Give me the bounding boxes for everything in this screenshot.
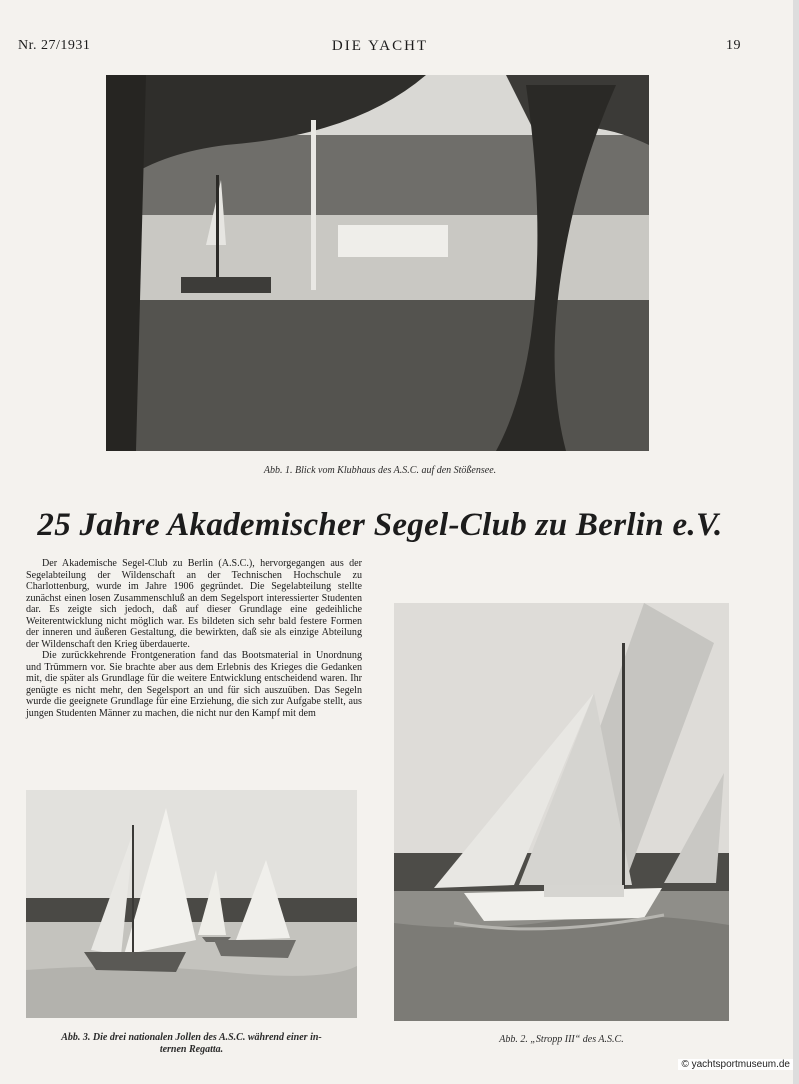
photo-stropp-iii: [394, 603, 729, 1021]
article-headline: 25 Jahre Akademischer Segel-Club zu Berlin e.V.: [37, 507, 723, 543]
photo-three-dinghies: [26, 790, 357, 1018]
photo-clubhouse-view: [106, 75, 649, 451]
article-paragraph: Der Akademische Segel-Club zu Berlin (A.S.C.), hervorgegangen aus der Segelabteilung der Wildenschaft an der Technischen Hochschule zu Charlottenburg, wurde im Jahre 1906 gegründet. Die Segelabteilung stellte zunächst einen losen Zusammenschluß an dem Segelsport interessierter Studenten dar. Es zeigte sich jedoch, daß auf dieser Grundlage eine gedeihliche Weiterentwicklung nicht möglich war. Es bildeten sich sehr bald festere Formen der inneren und äußeren Gestaltung, die bewirkten, daß sie als einzige Abteilung der Wildenschaft den Krieg überdauerte.: [26, 558, 362, 650]
magazine-title: DIE YACHT: [331, 38, 429, 54]
article-body: [26, 558, 362, 719]
figure-3-caption: [24, 1032, 359, 1056]
copyright-credit: © yachtsportmuseum.de: [678, 1059, 793, 1070]
figure-1-caption: Abb. 1. Blick vom Klubhaus des A.S.C. auf den Stößensee.: [263, 465, 497, 476]
article-paragraph: Die zurückkehrende Frontgeneration fand das Bootsmaterial in Unordnung und Trümmern vor. Sie brachte aber aus dem Erlebnis des Krieges die Gedanken mit, die später als Grundlage für die weitere Entwicklung entscheidend waren. Ihr genügte es nicht mehr, den Segelsport an und für sich auszuüben. Das Segeln wurde die geeignete Grundlage für eine Erziehung, die sich zur Aufgabe stellt, aus jungen Studenten Männer zu machen, die nicht nur den Kampf mit dem: [26, 650, 362, 719]
figure-3-caption-line: Abb. 3. Die drei nationalen Jollen des A.S.C. während einer in-: [61, 1032, 322, 1043]
figure-3-caption-line: ternen Regatta.: [159, 1044, 224, 1055]
page-edge: [793, 0, 799, 1084]
issue-number: Nr. 27/1931: [18, 38, 91, 53]
figure-2-caption: Abb. 2. „Stropp III“ des A.S.C.: [499, 1034, 624, 1045]
page-number: 19: [726, 38, 741, 53]
